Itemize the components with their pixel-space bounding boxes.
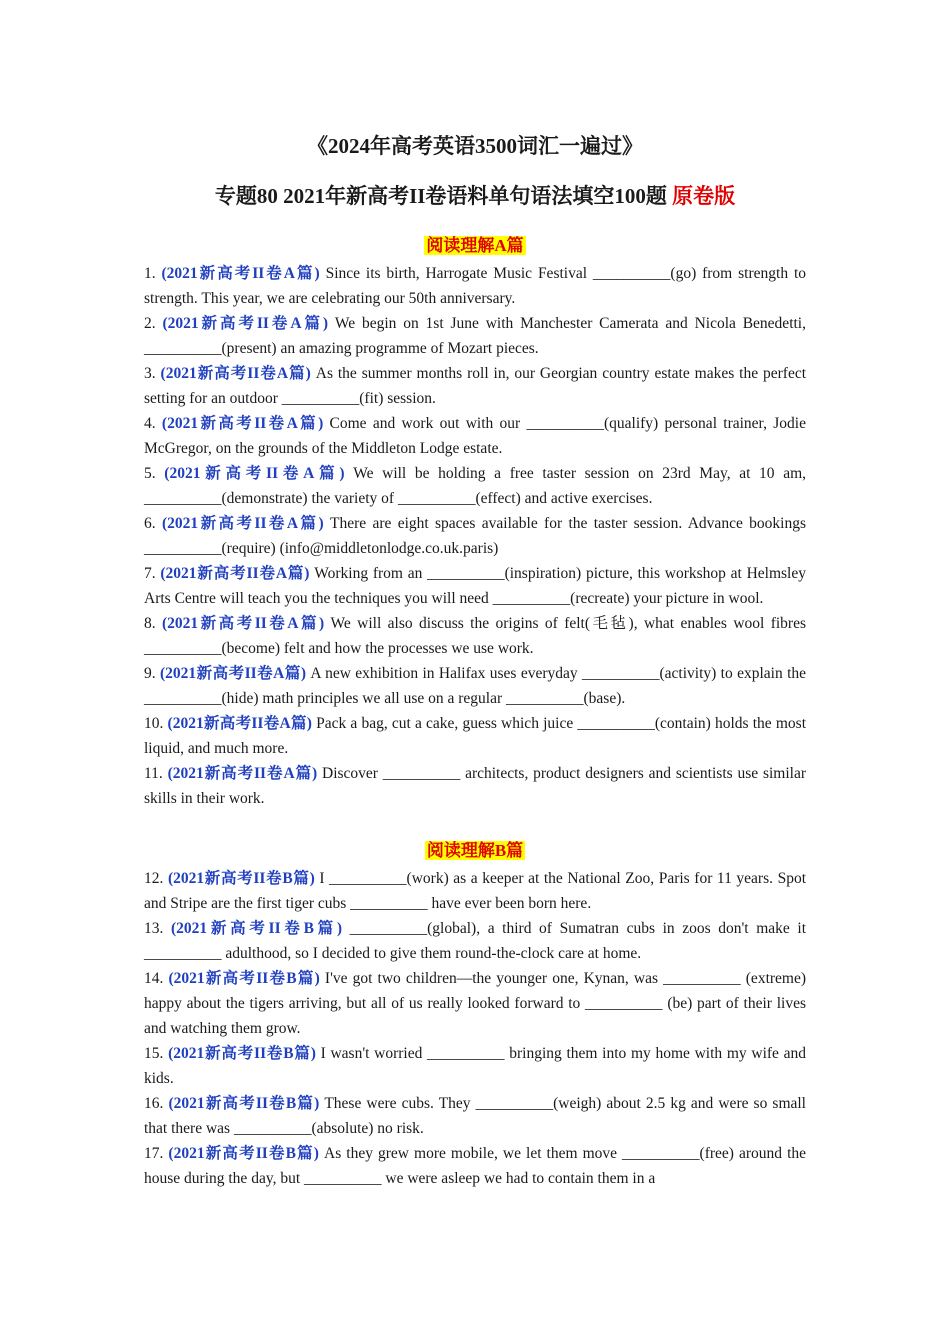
question-source: (2021新高考II卷A篇) (160, 665, 307, 682)
question-item (144, 761, 806, 811)
question-text: Discover __________ architects, product designers and scientists use similar skills in their work. (144, 765, 806, 807)
question-number: 8. (144, 615, 156, 632)
question-text: __________(global), a third of Sumatran cubs in zoos don't make it __________ adulthood, so I decided to give them round-the-clock care at home. (144, 920, 806, 962)
question-text: As they grew more mobile, we let them move __________(free) around the house during the day, but __________ we were asleep we had to contain them in a (144, 1145, 807, 1187)
question-source: (2021新高考II卷A篇) (162, 315, 329, 332)
question-text: There are eight spaces available for the taster session. Advance bookings __________(require) (info@middletonlodge.co.uk.paris) (144, 515, 806, 557)
question-source: (2021新高考II卷A篇) (160, 365, 311, 382)
question-text: I __________(work) as a keeper at the National Zoo, Paris for 11 years. Spot and Stripe are the first tiger cubs __________ have ever been born here. (144, 870, 807, 912)
question-number: 1. (144, 265, 156, 282)
question-item (144, 361, 806, 411)
question-number: 15. (144, 1045, 164, 1062)
question-number: 3. (144, 365, 156, 382)
question-source: (2021新高考II卷B篇) (167, 870, 315, 887)
question-number: 5. (144, 465, 156, 482)
section-heading-label: 阅读理解B篇 (426, 841, 524, 860)
question-source: (2021新高考II卷B篇) (168, 1045, 316, 1062)
question-source: (2021新高考II卷A篇) (167, 715, 312, 732)
question-text: As the summer months roll in, our Georgian country estate makes the perfect setting for an outdoor __________(fit) session. (144, 365, 807, 407)
document-subtitle (144, 180, 806, 210)
question-text: These were cubs. They __________(weigh) about 2.5 kg and were so small that there was __________(absolute) no risk. (144, 1095, 806, 1137)
question-source: (2021新高考II卷B篇) (168, 970, 320, 987)
question-item (144, 411, 806, 461)
question-number: 13. (144, 920, 164, 937)
question-source: (2021新高考II卷A篇) (160, 565, 310, 582)
question-text: I wasn't worried __________ bringing them into my home with my wife and kids. (144, 1045, 807, 1087)
question-item (144, 916, 806, 966)
question-text: Come and work out with our __________(qualify) personal trainer, Jodie McGregor, on the grounds of the Middleton Lodge estate. (144, 415, 806, 457)
question-text: Since its birth, Harrogate Music Festival __________(go) from strength to strength. This year, we are celebrating our 50th anniversary. (144, 265, 807, 307)
question-number: 17. (144, 1145, 164, 1162)
question-number: 11. (144, 765, 163, 782)
question-text: Pack a bag, cut a cake, guess which juice __________(contain) holds the most liquid, and much more. (144, 715, 806, 757)
question-number: 2. (144, 315, 156, 332)
question-source: (2021新高考II卷A篇) (167, 765, 318, 782)
section-heading (144, 234, 806, 259)
question-item (144, 866, 806, 916)
question-item (144, 661, 806, 711)
subtitle-main: 专题80 2021年新高考II卷语料单句语法填空100题 (214, 184, 673, 208)
question-text: We will be holding a free taster session on 23rd May, at 10 am, __________(demonstrate) the variety of __________(effect) and active exercises. (144, 465, 807, 507)
question-item (144, 311, 806, 361)
question-number: 6. (144, 515, 156, 532)
question-text: I've got two children—the younger one, Kynan, was __________ (extreme) happy about the tigers arriving, but all of us really looked forward to __________ (be) part of their lives and watching them grow. (144, 970, 807, 1037)
question-source: (2021新高考II卷B篇) (168, 1145, 319, 1162)
question-number: 14. (144, 970, 164, 987)
section-heading (144, 839, 806, 864)
section-heading-label: 阅读理解A篇 (426, 236, 524, 255)
question-text: We will also discuss the origins of felt(毛毡), what enables wool fibres __________(become) felt and how the processes we use work. (144, 615, 806, 657)
question-item (144, 561, 806, 611)
version-tag: 原卷版 (672, 184, 736, 208)
question-item (144, 1041, 806, 1091)
question-number: 9. (144, 665, 156, 682)
document-page (144, 130, 806, 1191)
question-number: 7. (144, 565, 156, 582)
question-sections (144, 234, 806, 1191)
question-text: We begin on 1st June with Manchester Camerata and Nicola Benedetti, __________(present) an amazing programme of Mozart pieces. (144, 315, 806, 357)
question-source: (2021新高考II卷A篇) (161, 265, 320, 282)
question-source: (2021新高考II卷A篇) (164, 465, 345, 482)
question-source: (2021新高考II卷A篇) (161, 415, 324, 432)
document-title: 《2024年高考英语3500词汇一遍过》 (307, 134, 643, 158)
question-item (144, 461, 806, 511)
question-item (144, 511, 806, 561)
question-number: 16. (144, 1095, 164, 1112)
question-item (144, 711, 806, 761)
question-item (144, 966, 806, 1041)
question-item (144, 611, 806, 661)
question-text: A new exhibition in Halifax uses everyday __________(activity) to explain the __________(hide) math principles we all use on a regular __________(base). (144, 665, 807, 707)
question-item (144, 261, 806, 311)
question-item (144, 1141, 806, 1191)
question-text: Working from an __________(inspiration) picture, this workshop at Helmsley Arts Centre will teach you the techniques you will need __________(recreate) your picture in wool. (144, 565, 806, 607)
question-number: 4. (144, 415, 156, 432)
question-item (144, 1091, 806, 1141)
question-source: (2021新高考II卷B篇) (170, 920, 343, 937)
question-source: (2021新高考II卷A篇) (162, 615, 325, 632)
question-source: (2021新高考II卷B篇) (168, 1095, 320, 1112)
question-number: 10. (144, 715, 164, 732)
question-source: (2021新高考II卷A篇) (161, 515, 324, 532)
question-number: 12. (144, 870, 164, 887)
